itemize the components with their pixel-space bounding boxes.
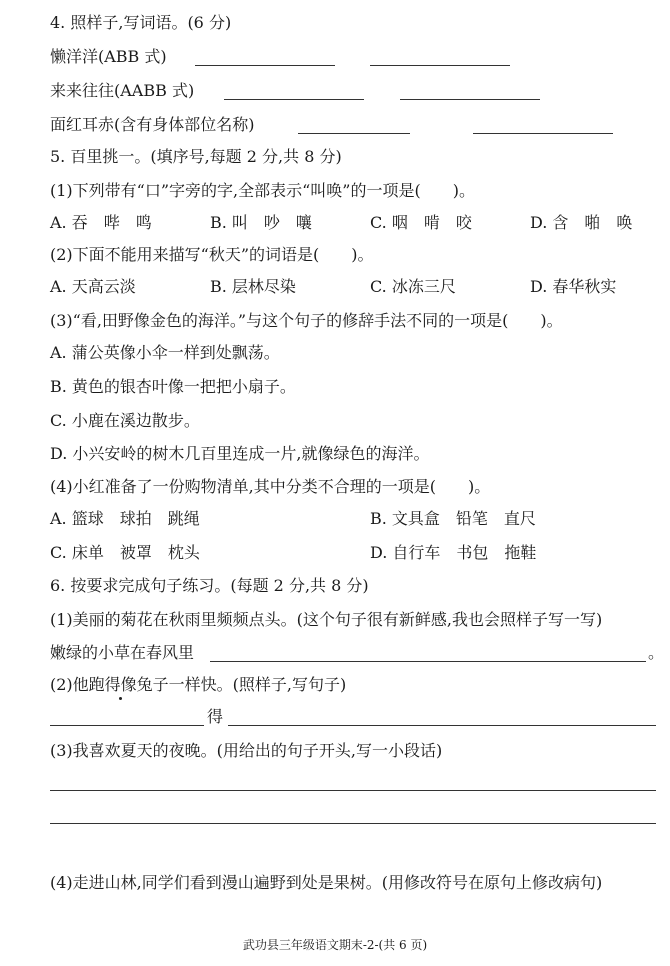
q5-s2-question: (2)下面不能用来描写“秋天”的词语是( )。 — [50, 245, 374, 264]
q5-s4-option-a[interactable]: A. 篮球 球拍 跳绳 — [50, 509, 200, 528]
q4-title: 4. 照样子,写词语。(6 分) — [50, 13, 232, 32]
q5-s3-option-b[interactable]: B. 黄色的银杏叶像一把把小扇子。 — [50, 377, 296, 396]
q5-s3-option-d[interactable]: D. 小兴安岭的树木几百里连成一片,就像绿色的海洋。 — [50, 444, 430, 463]
q5-s4-options-row-1 — [50, 508, 650, 530]
q5-title: 5. 百里挑一。(填序号,每题 2 分,共 8 分) — [50, 147, 342, 166]
q5-s1-options — [50, 212, 650, 234]
q6-s2-blank-2[interactable] — [228, 709, 656, 726]
q4-row-2-label: 来来往往(AABB 式) — [50, 81, 195, 100]
q5-s3-option-c[interactable]: C. 小鹿在溪边散步。 — [50, 411, 200, 430]
q4-row-1-blank-2[interactable] — [370, 49, 510, 66]
q5-s2-option-a[interactable]: A. 天高云淡 — [50, 277, 136, 296]
q5-s1-option-c[interactable]: C. 咽 啃 咬 — [370, 213, 472, 232]
q6-s4-question: (4)走进山林,同学们看到漫山遍野到处是果树。(用修改符号在原句上修改病句) — [50, 873, 603, 892]
q5-s1-option-a[interactable]: A. 吞 哔 鸣 — [50, 213, 152, 232]
q6-title: 6. 按要求完成句子练习。(每题 2 分,共 8 分) — [50, 576, 369, 595]
q5-s4-options-row-2 — [50, 542, 650, 564]
q6-s1-answer-blank[interactable] — [210, 645, 646, 662]
q6-s2-question: (2)他跑得像兔子一样快。(照样子,写句子) — [50, 675, 347, 694]
q4-row-1 — [50, 46, 167, 68]
q4-row-3-blank-2[interactable] — [473, 117, 613, 134]
q5-s4-option-b[interactable]: B. 文具盒 铅笔 直尺 — [370, 509, 536, 528]
q4-row-1-label: 懒洋洋(ABB 式) — [50, 47, 167, 66]
q5-s1-option-d[interactable]: D. 含 啪 唤 — [530, 213, 633, 232]
q4-row-3-blank-1[interactable] — [298, 117, 410, 134]
q6-s3-question: (3)我喜欢夏天的夜晚。(用给出的句子开头,写一小段话) — [50, 741, 443, 760]
q5-s3-option-a[interactable]: A. 蒲公英像小伞一样到处飘荡。 — [50, 343, 280, 362]
q4-row-3-label: 面红耳赤(含有身体部位名称) — [50, 115, 255, 134]
q4-row-2-blank-2[interactable] — [400, 83, 540, 100]
q4-row-2 — [50, 80, 194, 102]
q5-s3-question: (3)“看,田野像金色的海洋。”与这个句子的修辞手法不同的一项是( )。 — [50, 311, 563, 330]
page-footer: 武功县三年级语文期末-2-(共 6 页) — [242, 938, 428, 952]
q5-s1-question: (1)下列带有“口”字旁的字,全部表示“叫唤”的一项是( )。 — [50, 181, 475, 200]
q6-s1-question: (1)美丽的菊花在秋雨里频频点头。(这个句子很有新鲜感,我也会照样子写一写) — [50, 610, 603, 629]
q5-s2-option-c[interactable]: C. 冰冻三尺 — [370, 277, 456, 296]
q5-s2-option-b[interactable]: B. 层林尽染 — [210, 277, 296, 296]
q6-s3-answer-line-1[interactable] — [50, 790, 656, 791]
q4-row-1-blank-1[interactable] — [195, 49, 335, 66]
q5-s4-option-d[interactable]: D. 自行车 书包 拖鞋 — [370, 543, 537, 562]
q5-s2-options — [50, 276, 650, 298]
q5-s4-option-c[interactable]: C. 床单 被罩 枕头 — [50, 543, 200, 562]
q5-s1-option-b[interactable]: B. 叫 吵 嚷 — [210, 213, 312, 232]
q5-s2-option-d[interactable]: D. 春华秋实 — [530, 277, 617, 296]
q4-row-2-blank-1[interactable] — [224, 83, 364, 100]
q6-s3-answer-line-2[interactable] — [50, 823, 656, 824]
q6-s1-prompt: 嫩绿的小草在春风里 — [50, 643, 195, 662]
q5-s4-question: (4)小红准备了一份购物清单,其中分类不合理的一项是( )。 — [50, 477, 491, 496]
emphasis-dot — [119, 697, 122, 700]
q6-s2-middle: 得 — [207, 707, 224, 726]
q4-row-3 — [50, 114, 255, 136]
q6-s1-end-punct: 。 — [648, 643, 665, 662]
q6-s2-blank-1[interactable] — [50, 709, 204, 726]
